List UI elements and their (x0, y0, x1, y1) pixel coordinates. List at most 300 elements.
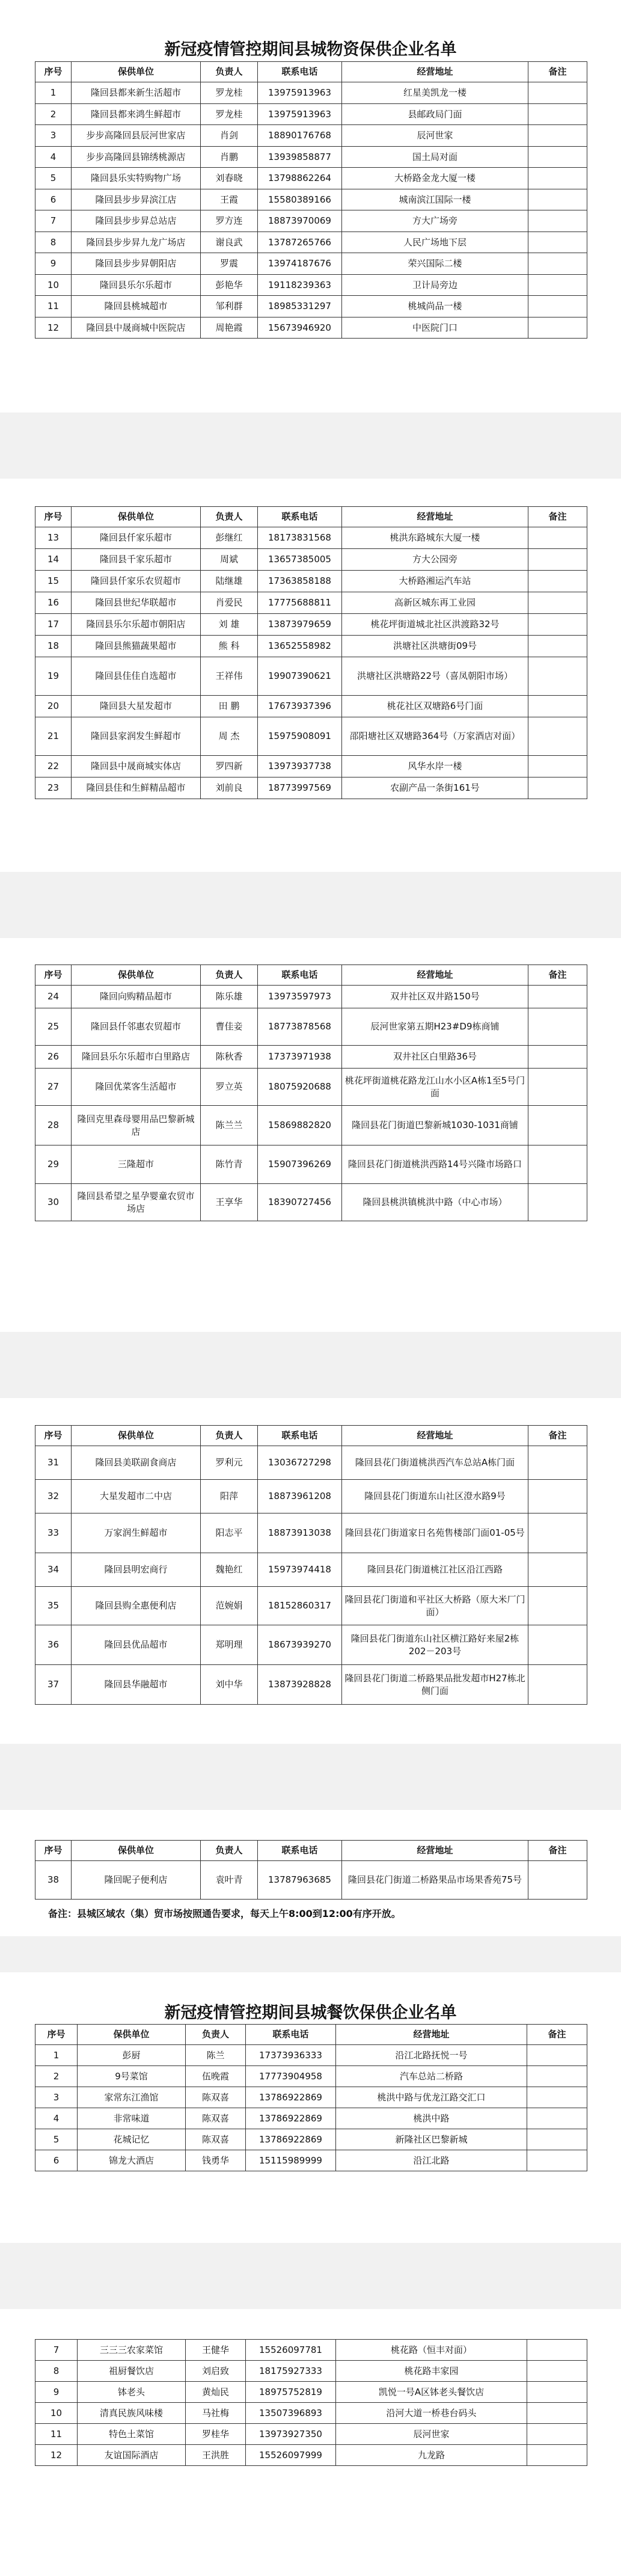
table-cell: 隆回县世纪华联超市 (72, 592, 201, 614)
table-cell (527, 2424, 587, 2445)
table-header-row (35, 965, 587, 986)
table-row (35, 2424, 587, 2445)
table-cell: 罗方连 (201, 210, 258, 232)
table-cell: 隆回向购精品超市 (72, 986, 201, 1008)
table-cell: 桃花坪街道桃花路龙江山水小区A栋1至5号门面 (342, 1069, 528, 1106)
table-cell (528, 527, 587, 549)
table-cell: 新隆社区巴黎新城 (336, 2129, 527, 2150)
table-cell: 双井社区白里路36号 (342, 1046, 528, 1069)
table-row (35, 2361, 587, 2382)
table-cell: 17 (35, 614, 72, 636)
table-cell: 方大广场旁 (342, 210, 528, 232)
header-cell: 经营地址 (342, 1426, 528, 1446)
table-cell: 汽车总站二桥路 (336, 2066, 527, 2087)
table-cell: 三三三农家菜馆 (78, 2340, 186, 2361)
table-row (35, 1008, 587, 1046)
table-cell: 曹佳妾 (201, 1008, 258, 1046)
table-row (35, 986, 587, 1008)
header-cell: 序号 (35, 1841, 72, 1861)
table-row (35, 274, 587, 296)
table-cell: 14 (35, 549, 72, 571)
table-cell: 隆回县大星发超市 (72, 696, 201, 717)
table-cell: 19118239363 (258, 274, 342, 296)
table-cell (528, 317, 587, 339)
table-cell: 农副产品一条街161号 (342, 777, 528, 799)
table-cell: 县邮政局门面 (342, 103, 528, 125)
table-row (35, 2066, 587, 2087)
table-cell: 15526097781 (246, 2340, 336, 2361)
header-cell: 联系电话 (258, 965, 342, 986)
table-cell: 26 (35, 1046, 72, 1069)
header-cell: 负责人 (201, 62, 258, 82)
table-row (35, 756, 587, 777)
table-cell: 2 (35, 103, 72, 125)
table-row (35, 1861, 587, 1900)
table-row (35, 82, 587, 104)
table-cell: 黄灿民 (186, 2382, 246, 2403)
table-cell: 隆回县佳佳自选超市 (72, 657, 201, 696)
table-row (35, 1513, 587, 1553)
table-cell (528, 210, 587, 232)
table-cell: 36 (35, 1625, 72, 1665)
table-cell: 7 (35, 210, 72, 232)
table-cell: 隆回县步步昇滨江店 (72, 189, 201, 210)
table-cell: 隆回县都来新生活超市 (72, 82, 201, 104)
table-cell: 18152860317 (258, 1587, 342, 1625)
table-cell: 彭厨 (78, 2045, 186, 2066)
header-cell: 经营地址 (342, 1841, 528, 1861)
table-cell (528, 1106, 587, 1145)
table-cell: 邹利群 (201, 296, 258, 317)
table-row (35, 717, 587, 756)
table-cell: 友谊国际酒店 (78, 2445, 186, 2466)
table-cell: 人民广场地下层 (342, 232, 528, 253)
header-cell: 负责人 (201, 965, 258, 986)
table-cell: 隆回县花门街道二桥路果品批发超市H27栋北侧门面 (342, 1665, 528, 1705)
table-cell: 18673939270 (258, 1625, 342, 1665)
table-cell: 熊 科 (201, 636, 258, 657)
header-cell: 负责人 (201, 1841, 258, 1861)
table-cell: 27 (35, 1069, 72, 1106)
table-cell: 13873979659 (258, 614, 342, 636)
table-cell: 桃洪东路城东大厦一楼 (342, 527, 528, 549)
table-cell (528, 103, 587, 125)
header-cell: 经营地址 (342, 965, 528, 986)
table-cell: 周 杰 (201, 717, 258, 756)
table-cell: 隆回县仟邻惠农贸超市 (72, 1008, 201, 1046)
table-cell: 九龙路 (336, 2445, 527, 2466)
header-cell: 保供单位 (72, 965, 201, 986)
table-cell: 桃城尚品一楼 (342, 296, 528, 317)
table-cell (527, 2045, 587, 2066)
header-cell: 备注 (528, 507, 587, 527)
table-cell: 18773997569 (258, 777, 342, 799)
table-cell (528, 189, 587, 210)
table-cell: 13974187676 (258, 253, 342, 275)
table-cell: 隆回县乐尔乐超市朝阳店 (72, 614, 201, 636)
table-cell: 隆回昵子便利店 (72, 1861, 201, 1900)
supply-table-part-1 (35, 61, 587, 339)
table-cell: 隆回县步步昇总站店 (72, 210, 201, 232)
table-row (35, 1046, 587, 1069)
table-cell: 8 (35, 232, 72, 253)
table-cell: 15 (35, 571, 72, 592)
table-cell: 7 (35, 2340, 78, 2361)
table-cell: 高新区城东再工业园 (342, 592, 528, 614)
table-cell: 非常味道 (78, 2108, 186, 2129)
table-cell: 辰河世家 (342, 125, 528, 147)
table-cell: 24 (35, 986, 72, 1008)
table-cell: 20 (35, 696, 72, 717)
header-cell: 保供单位 (72, 1841, 201, 1861)
table-cell: 32 (35, 1480, 72, 1513)
table-cell: 隆回县花门街道和平社区大桥路（原大米厂门面） (342, 1587, 528, 1625)
table-cell: 桃花路（恒丰对面） (336, 2340, 527, 2361)
table-cell: 三隆超市 (72, 1145, 201, 1184)
table-cell: 隆回县熊猫蔬果超市 (72, 636, 201, 657)
table-cell: 郑明理 (201, 1625, 258, 1665)
table-cell (528, 571, 587, 592)
table-cell (528, 1184, 587, 1221)
table-header-row (35, 1426, 587, 1446)
table-cell: 18873913038 (258, 1513, 342, 1553)
table-cell: 隆回县仟家乐农贸超市 (72, 571, 201, 592)
table-row (35, 317, 587, 339)
table-cell (527, 2087, 587, 2108)
table-cell: 袁叶青 (201, 1861, 258, 1900)
table-cell: 13507396893 (246, 2403, 336, 2424)
table-row (35, 614, 587, 636)
table-cell (528, 274, 587, 296)
table-header-row (35, 1841, 587, 1861)
table-cell (527, 2066, 587, 2087)
header-cell: 经营地址 (342, 62, 528, 82)
table-row (35, 125, 587, 147)
table-cell: 罗四新 (201, 756, 258, 777)
table-cell: 13787265766 (258, 232, 342, 253)
table-cell: 隆回县明宏商行 (72, 1553, 201, 1587)
table-cell: 隆回县都来鸿生鲜超市 (72, 103, 201, 125)
table-cell (528, 777, 587, 799)
table-cell: 阳志平 (201, 1513, 258, 1553)
table-cell: 17775688811 (258, 592, 342, 614)
table-cell: 隆回县华融超市 (72, 1665, 201, 1705)
header-cell: 负责人 (186, 2025, 246, 2045)
header-cell: 备注 (528, 1426, 587, 1446)
table-cell: 17373971938 (258, 1046, 342, 1069)
table-cell: 隆回县仟家乐超市 (72, 527, 201, 549)
table-cell (528, 636, 587, 657)
header-cell: 经营地址 (336, 2025, 527, 2045)
table-cell (528, 1665, 587, 1705)
table-cell: 花城记忆 (78, 2129, 186, 2150)
table-cell (527, 2150, 587, 2171)
table-cell: 37 (35, 1665, 72, 1705)
table-cell: 陈乐雄 (201, 986, 258, 1008)
table-cell: 隆回县家润发生鲜超市 (72, 717, 201, 756)
table-cell: 5 (35, 168, 72, 189)
table-cell: 18873961208 (258, 1480, 342, 1513)
table-cell: 13798862264 (258, 168, 342, 189)
page-gap (0, 412, 621, 479)
table-cell: 卫计局旁边 (342, 274, 528, 296)
table-row (35, 777, 587, 799)
table-row (35, 1480, 587, 1513)
table-cell: 伍晚霞 (186, 2066, 246, 2087)
table-cell: 隆回县步步昇朝阳店 (72, 253, 201, 275)
table-cell: 17673937396 (258, 696, 342, 717)
table-cell: 方大公园旁 (342, 549, 528, 571)
table-cell: 21 (35, 717, 72, 756)
table-cell: 隆回县桃洪镇桃洪中路（中心市场） (342, 1184, 528, 1221)
table-cell: 祖厨餐饮店 (78, 2361, 186, 2382)
table-cell: 11 (35, 2424, 78, 2445)
table-row (35, 592, 587, 614)
table-cell (528, 125, 587, 147)
table-cell: 桃花社区双塘路6号门面 (342, 696, 528, 717)
table-cell: 3 (35, 2087, 78, 2108)
table-row (35, 696, 587, 717)
table-cell: 锦龙大酒店 (78, 2150, 186, 2171)
table-cell: 19 (35, 657, 72, 696)
table-cell: 刘中华 (201, 1665, 258, 1705)
table-cell (528, 696, 587, 717)
table-cell (528, 614, 587, 636)
table-cell: 魏艳红 (201, 1553, 258, 1587)
table-row (35, 146, 587, 168)
table-cell: 隆回县步步昇九龙广场店 (72, 232, 201, 253)
header-cell: 序号 (35, 965, 72, 986)
table-cell (528, 1625, 587, 1665)
table-cell (528, 1480, 587, 1513)
table-cell: 大桥路湘运汽车站 (342, 571, 528, 592)
table-cell: 陈双喜 (186, 2108, 246, 2129)
table-cell: 隆回县花门街道家日名苑售楼部门面01-05号 (342, 1513, 528, 1553)
table-cell: 清真民族风味楼 (78, 2403, 186, 2424)
table-cell: 肖爱民 (201, 592, 258, 614)
table-cell: 阳萍 (201, 1480, 258, 1513)
table-cell: 17363858188 (258, 571, 342, 592)
table-cell (528, 1861, 587, 1900)
table-cell: 隆回县花门街道巴黎新城1030-1031商铺 (342, 1106, 528, 1145)
page-gap (0, 1744, 621, 1810)
header-cell: 备注 (528, 1841, 587, 1861)
table-row (35, 2382, 587, 2403)
table-cell: 6 (35, 189, 72, 210)
table-row (35, 2108, 587, 2129)
table-cell: 隆回县乐尔乐超市白里路店 (72, 1046, 201, 1069)
table-cell: 6 (35, 2150, 78, 2171)
table-cell: 29 (35, 1145, 72, 1184)
table-cell: 桃花坪街道城北社区洪渡路32号 (342, 614, 528, 636)
table-row (35, 549, 587, 571)
table-cell: 28 (35, 1106, 72, 1145)
table-cell: 刘启致 (186, 2361, 246, 2382)
table-cell: 陆继雄 (201, 571, 258, 592)
header-cell: 序号 (35, 1426, 72, 1446)
table-cell (527, 2382, 587, 2403)
table-cell: 4 (35, 2108, 78, 2129)
table-cell: 步步高隆回县锦绣桃源店 (72, 146, 201, 168)
table-cell: 13939858877 (258, 146, 342, 168)
table-row (35, 1106, 587, 1145)
table-cell: 周艳霞 (201, 317, 258, 339)
table-cell: 13786922869 (246, 2087, 336, 2108)
table-cell: 18175927333 (246, 2361, 336, 2382)
table-cell: 钵老头 (78, 2382, 186, 2403)
table-cell: 15673946920 (258, 317, 342, 339)
table-cell: 沿江北路抚悦一号 (336, 2045, 527, 2066)
table-cell (528, 1046, 587, 1069)
header-cell: 序号 (35, 507, 72, 527)
table-cell: 10 (35, 2403, 78, 2424)
table-cell: 13786922869 (246, 2108, 336, 2129)
table-row (35, 103, 587, 125)
table-row (35, 1069, 587, 1106)
table-cell: 15975908091 (258, 717, 342, 756)
table-cell: 马社梅 (186, 2403, 246, 2424)
table-cell: 桃洪中路与优龙江路交汇口 (336, 2087, 527, 2108)
table-cell (528, 1553, 587, 1587)
table-cell: 刘春晓 (201, 168, 258, 189)
table-cell: 桃花路丰家园 (336, 2361, 527, 2382)
table-cell: 罗利元 (201, 1446, 258, 1480)
table-cell: 家常东江渔馆 (78, 2087, 186, 2108)
table-cell: 肖剑 (201, 125, 258, 147)
table-cell: 隆回克里森母婴用品巴黎新城店 (72, 1106, 201, 1145)
table-cell: 16 (35, 592, 72, 614)
supply-table-part-5 (35, 1840, 587, 1900)
table-cell: 9 (35, 253, 72, 275)
table-row (35, 527, 587, 549)
table-cell: 陈兰兰 (201, 1106, 258, 1145)
header-cell: 保供单位 (72, 62, 201, 82)
table-cell: 18890176768 (258, 125, 342, 147)
page-gap (0, 2243, 621, 2309)
table-row (35, 1145, 587, 1184)
header-cell: 联系电话 (258, 1426, 342, 1446)
supply-table-part-4 (35, 1425, 587, 1705)
table-cell (528, 1145, 587, 1184)
table-cell: 33 (35, 1513, 72, 1553)
table-row (35, 636, 587, 657)
table-cell: 15115989999 (246, 2150, 336, 2171)
table-row (35, 1665, 587, 1705)
supply-table-part-2 (35, 506, 587, 799)
table-cell: 隆回县花门街道桃洪西汽车总站A栋门面 (342, 1446, 528, 1480)
table-row (35, 1625, 587, 1665)
table-cell: 隆回优菜客生活超市 (72, 1069, 201, 1106)
table-row (35, 1184, 587, 1221)
table-cell: 隆回县中晟商城中医院店 (72, 317, 201, 339)
table-cell (528, 657, 587, 696)
table-cell: 王祥伟 (201, 657, 258, 696)
table-row (35, 253, 587, 275)
table-row (35, 2045, 587, 2066)
table-cell (528, 986, 587, 1008)
table-cell: 13873928828 (258, 1665, 342, 1705)
table-cell: 邵阳塘社区双塘路364号（万家酒店对面） (342, 717, 528, 756)
table-cell: 4 (35, 146, 72, 168)
header-cell: 备注 (527, 2025, 587, 2045)
table-row (35, 1446, 587, 1480)
header-cell: 备注 (528, 965, 587, 986)
table-cell: 25 (35, 1008, 72, 1046)
table-cell: 隆回县乐实特购物广场 (72, 168, 201, 189)
header-cell: 联系电话 (258, 507, 342, 527)
table-cell (528, 146, 587, 168)
table-cell: 13973937738 (258, 756, 342, 777)
table-cell: 隆回县中晟商城实体店 (72, 756, 201, 777)
header-cell: 序号 (35, 62, 72, 82)
table-cell: 13 (35, 527, 72, 549)
table-cell: 10 (35, 274, 72, 296)
table-cell: 隆回县乐尔乐超市 (72, 274, 201, 296)
header-cell: 序号 (35, 2025, 78, 2045)
header-cell: 负责人 (201, 1426, 258, 1446)
table-cell: 辰河世家第五期H23#D9栋商铺 (342, 1008, 528, 1046)
food-title: 新冠疫情管控期间县城餐饮保供企业名单 (164, 2004, 457, 2022)
table-cell: 大桥路金龙大厦一楼 (342, 168, 528, 189)
table-cell: 罗震 (201, 253, 258, 275)
table-cell: 辰河世家 (336, 2424, 527, 2445)
header-cell: 负责人 (201, 507, 258, 527)
table-cell (528, 549, 587, 571)
table-row (35, 2150, 587, 2171)
table-cell: 陈双喜 (186, 2087, 246, 2108)
table-cell: 30 (35, 1184, 72, 1221)
table-cell: 沿江北路 (336, 2150, 527, 2171)
table-cell (527, 2403, 587, 2424)
table-cell: 万家润生鲜超市 (72, 1513, 201, 1553)
table-cell: 18773878568 (258, 1008, 342, 1046)
table-row (35, 210, 587, 232)
table-cell: 罗龙桂 (201, 103, 258, 125)
table-cell: 隆回县花门街道二桥路果品市场果香苑75号 (342, 1861, 528, 1900)
table-cell: 范婉娟 (201, 1587, 258, 1625)
table-row (35, 2129, 587, 2150)
page-gap (0, 1936, 621, 1972)
table-cell: 13975913963 (258, 82, 342, 104)
table-cell: 15869882820 (258, 1106, 342, 1145)
table-row (35, 571, 587, 592)
table-cell: 18 (35, 636, 72, 657)
table-cell: 11 (35, 296, 72, 317)
table-cell: 田 鹏 (201, 696, 258, 717)
table-cell: 18873970069 (258, 210, 342, 232)
table-cell: 隆回县花门街道东山社区澄水路9号 (342, 1480, 528, 1513)
market-note: 备注：县城区域农（集）贸市场按照通告要求，每天上午8:00到12:00有序开放。 (48, 1908, 401, 1919)
table-cell: 17773904958 (246, 2066, 336, 2087)
table-cell: 1 (35, 2045, 78, 2066)
table-cell: 隆回县美联副食商店 (72, 1446, 201, 1480)
header-cell: 保供单位 (78, 2025, 186, 2045)
page-gap (0, 872, 621, 938)
table-row (35, 2403, 587, 2424)
table-cell: 13652558982 (258, 636, 342, 657)
table-cell (528, 1587, 587, 1625)
supply-title: 新冠疫情管控期间县城物资保供企业名单 (164, 40, 457, 59)
table-header-row (35, 2025, 587, 2045)
table-cell: 13973927350 (246, 2424, 336, 2445)
table-cell: 荣兴国际二楼 (342, 253, 528, 275)
table-row (35, 2087, 587, 2108)
table-cell: 陈兰 (186, 2045, 246, 2066)
table-cell (528, 296, 587, 317)
table-cell: 隆回县花门街道东山社区横江路好来屋2栋202－203号 (342, 1625, 528, 1665)
table-cell (528, 717, 587, 756)
table-cell: 23 (35, 777, 72, 799)
